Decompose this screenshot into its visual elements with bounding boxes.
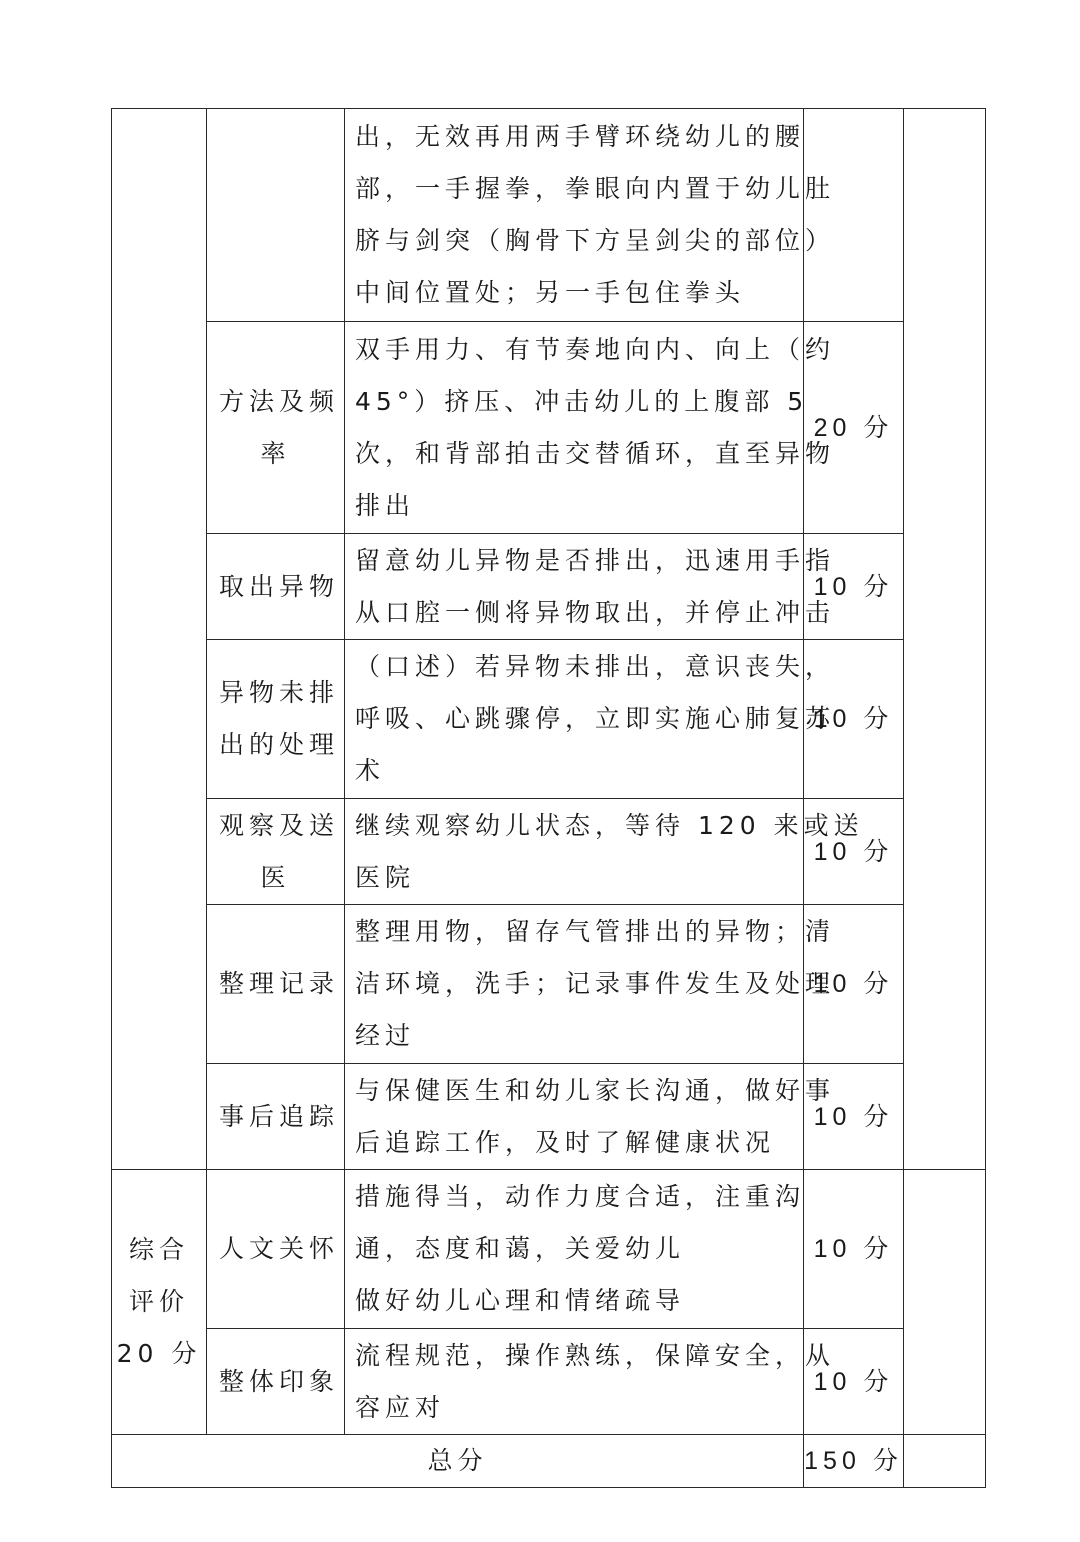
item-cell: 整体印象 xyxy=(207,1329,345,1435)
table-row xyxy=(112,322,986,534)
table-row xyxy=(112,905,986,1064)
item-cell xyxy=(207,109,345,322)
description-cell: 双手用力、有节奏地向内、向上（约 45°）挤压、冲击幼儿的上腹部 5 次，和背部拍击交替循环，直至异物 排出 xyxy=(345,322,804,534)
total-score: 150 分 xyxy=(804,1435,904,1488)
table-row xyxy=(112,534,986,640)
total-row xyxy=(112,1435,986,1488)
description-cell: 措施得当，动作力度合适，注重沟 通，态度和蔼，关爱幼儿 做好幼儿心理和情绪疏导 xyxy=(345,1170,804,1329)
item-cell: 人文关怀 xyxy=(207,1170,345,1329)
category-cell: 综合 评价 20 分 xyxy=(112,1170,207,1435)
score-cell xyxy=(804,109,904,322)
item-cell: 观察及送 医 xyxy=(207,799,345,905)
table-row xyxy=(112,1170,986,1329)
score-cell: 10 分 xyxy=(804,640,904,799)
blank-cell xyxy=(904,1435,986,1488)
score-cell: 10 分 xyxy=(804,905,904,1064)
item-cell: 异物未排 出的处理 xyxy=(207,640,345,799)
table-row xyxy=(112,1329,986,1435)
description-cell: 留意幼儿异物是否排出，迅速用手指 从口腔一侧将异物取出，并停止冲击 xyxy=(345,534,804,640)
total-label: 总分 xyxy=(112,1435,804,1488)
item-cell: 整理记录 xyxy=(207,905,345,1064)
score-cell: 10 分 xyxy=(804,1170,904,1329)
description-cell: 与保健医生和幼儿家长沟通，做好事 后追踪工作，及时了解健康状况 xyxy=(345,1064,804,1170)
score-cell: 10 分 xyxy=(804,799,904,905)
item-cell: 事后追踪 xyxy=(207,1064,345,1170)
item-cell: 取出异物 xyxy=(207,534,345,640)
score-cell: 10 分 xyxy=(804,534,904,640)
blank-cell xyxy=(904,1170,986,1435)
table-row xyxy=(112,1064,986,1170)
category-cell xyxy=(112,109,207,1170)
description-cell: 整理用物，留存气管排出的异物；清 洁环境，洗手；记录事件发生及处理 经过 xyxy=(345,905,804,1064)
blank-cell xyxy=(904,109,986,1170)
score-cell: 10 分 xyxy=(804,1064,904,1170)
description-cell: 流程规范，操作熟练，保障安全，从 容应对 xyxy=(345,1329,804,1435)
description-cell: 出，无效再用两手臂环绕幼儿的腰 部，一手握拳，拳眼向内置于幼儿肚 脐与剑突（胸骨下方呈剑尖的部位） 中间位置处；另一手包住拳头 xyxy=(345,109,804,322)
scoring-table xyxy=(111,108,986,1488)
score-cell: 10 分 xyxy=(804,1329,904,1435)
description-cell: 继续观察幼儿状态，等待 120 来或送 医院 xyxy=(345,799,804,905)
score-cell: 20 分 xyxy=(804,322,904,534)
table-row xyxy=(112,799,986,905)
description-cell: （口述）若异物未排出，意识丧失， 呼吸、心跳骤停，立即实施心肺复苏 术 xyxy=(345,640,804,799)
table-row xyxy=(112,640,986,799)
item-cell: 方法及频 率 xyxy=(207,322,345,534)
table-row xyxy=(112,109,986,322)
